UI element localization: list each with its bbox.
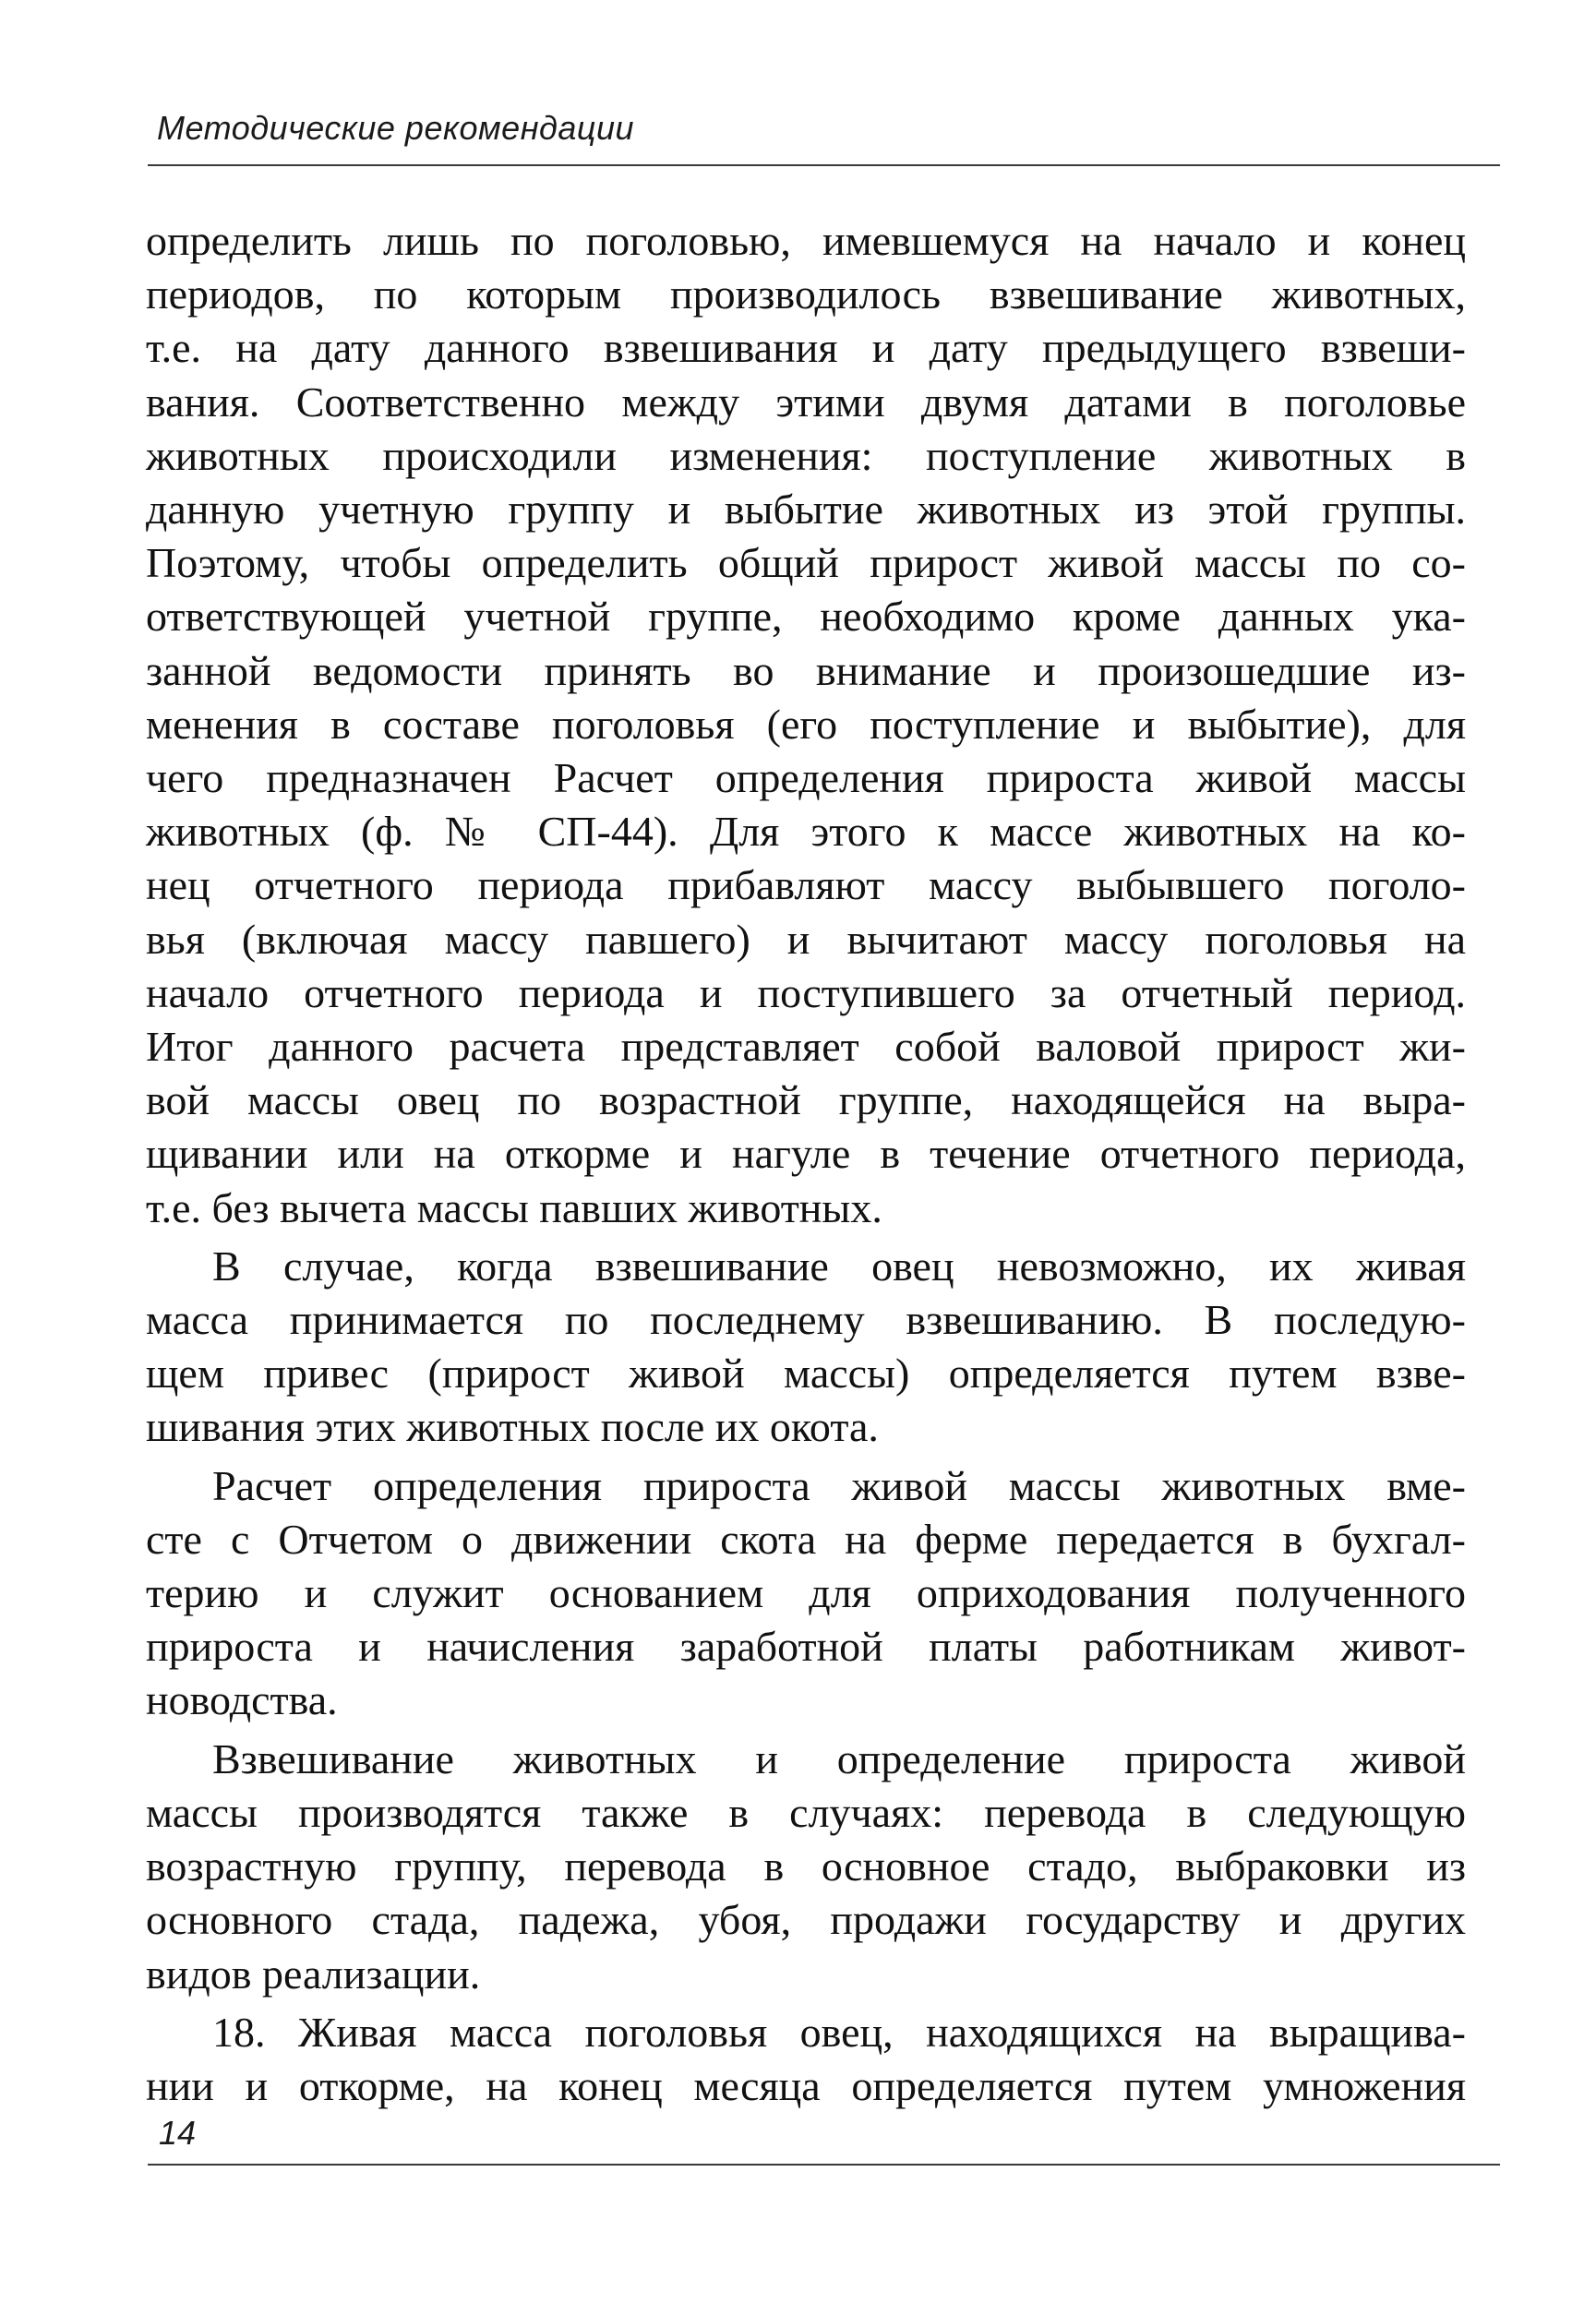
running-head: Методические рекомендации [157,109,635,147]
text-line: менения в составе поголовья (его поступление и выбытие), для [146,700,1466,748]
paragraph-5 [146,2006,1466,2113]
text-line: видов реализации. [146,1950,481,1998]
text-line: нии и откорме, на конец месяца определяется путем умножения [146,2061,1466,2109]
text-line: начало отчетного периода и поступившего за отчетный период. [146,968,1466,1016]
text-line: Поэтому, чтобы определить общий прирост живой массы по со- [146,539,1466,587]
footer-rule [148,2164,1500,2166]
text-line: щивании или на откорме и нагуле в течение отчетного периода, [146,1130,1466,1178]
text-line: Взвешивание животных и определение прироста живой [212,1734,1466,1782]
text-line: чего предназначен Расчет определения прироста живой массы [146,754,1466,802]
text-line: В случае, когда взвешивание овец невозможно, их живая [212,1242,1466,1290]
text-line: данную учетную группу и выбытие животных из этой группы. [146,486,1466,534]
text-line: нец отчетного периода прибавляют массу выбывшего поголо- [146,861,1466,909]
text-line: новодства. [146,1676,338,1724]
paragraph-3 [146,1459,1466,1728]
body-text [146,214,1466,2118]
text-line: вой массы овец по возрастной группе, находящейся на выра- [146,1076,1466,1124]
paragraph-2 [146,1240,1466,1455]
text-line: Итог данного расчета представляет собой валовой прирост жи- [146,1023,1466,1071]
page-number: 14 [159,2114,197,2152]
text-line: Расчет определения прироста живой массы животных вме- [212,1461,1466,1509]
text-line: шивания этих животных после их окота. [146,1403,879,1451]
text-line: животных (ф. № СП-44). Для этого к массе животных на ко- [146,808,1466,856]
paragraph-1 [146,214,1466,1235]
text-line: вья (включая массу павшего) и вычитают массу поголовья на [146,915,1466,963]
text-line: вания. Соответственно между этими двумя датами в поголовье [146,378,1466,426]
text-line: сте с Отчетом о движении скота на ферме передается в бухгал- [146,1515,1466,1563]
text-line: т.е. без вычета массы павших животных. [146,1183,882,1231]
text-line: массы производятся также в случаях: перевода в следующую [146,1788,1466,1836]
text-line: периодов, по которым производилось взвешивание животных, [146,270,1466,318]
text-line: возрастную группу, перевода в основное стадо, выбраковки из [146,1842,1466,1890]
paragraph-4 [146,1733,1466,2001]
text-line: терию и служит основанием для оприходования полученного [146,1569,1466,1617]
text-line: занной ведомости принять во внимание и произошедшие из- [146,646,1466,694]
text-line: масса принимается по последнему взвешиванию. В последую- [146,1296,1466,1344]
text-line: т.е. на дату данного взвешивания и дату предыдущего взвеши- [146,324,1466,372]
text-line: основного стада, падежа, убоя, продажи государству и других [146,1896,1466,1944]
text-line: ответствующей учетной группе, необходимо кроме данных ука- [146,593,1466,641]
header-rule [148,164,1500,166]
text-line: животных происходили изменения: поступление животных в [146,431,1466,479]
text-line: определить лишь по поголовью, имевшемуся на начало и конец [146,217,1466,264]
text-line: 18. Живая масса поголовья овец, находящихся на выращива- [212,2008,1466,2056]
text-line: щем привес (прирост живой массы) определяется путем взве- [146,1350,1466,1398]
text-line: прироста и начисления заработной платы работникам живот- [146,1623,1466,1671]
